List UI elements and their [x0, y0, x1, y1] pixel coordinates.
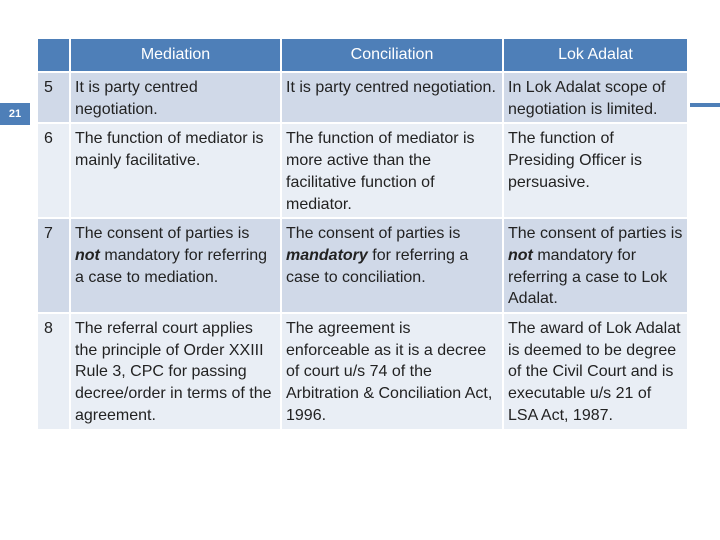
cell-mediation: [70, 313, 281, 430]
cell-text: The function of mediator is mainly facilitative.: [75, 130, 264, 170]
cell-mediation: [70, 218, 281, 313]
table-row: [37, 218, 688, 313]
header-corner: [37, 38, 70, 72]
cell-conciliation: [281, 218, 503, 313]
cell-text: In Lok Adalat scope of negotiation is limited.: [508, 79, 666, 118]
decorative-tab: [690, 103, 720, 107]
header-lok-adalat: Lok Adalat: [503, 38, 688, 72]
emphasis-text: mandatory: [286, 246, 368, 264]
cell-text: The consent of parties is: [75, 225, 250, 243]
cell-lok-adalat: [503, 218, 688, 313]
row-number: 8: [37, 313, 70, 430]
cell-text: The agreement is enforceable as it is a decree of court u/s 74 of the Arbitration & Conciliation Act, 1996.: [286, 320, 493, 424]
header-mediation: Mediation: [70, 38, 281, 72]
header-conciliation: Conciliation: [281, 38, 503, 72]
cell-text: The consent of parties is: [286, 225, 461, 243]
cell-text: It is party centred negotiation.: [75, 79, 198, 118]
slide-number: 21: [8, 108, 22, 120]
header-row: [37, 38, 688, 72]
cell-mediation: [70, 123, 281, 218]
cell-lok-adalat: [503, 72, 688, 123]
row-number: 7: [37, 218, 70, 313]
emphasis-text: not: [75, 246, 100, 264]
cell-text: The consent of parties is: [508, 225, 683, 243]
row-number: 5: [37, 72, 70, 123]
cell-mediation: [70, 72, 281, 123]
cell-lok-adalat: [503, 123, 688, 218]
row-number: 6: [37, 123, 70, 218]
cell-text: for referring a case to conciliation.: [286, 246, 469, 286]
cell-lok-adalat: [503, 313, 688, 430]
cell-text: The award of Lok Adalat is deemed to be degree of the Civil Court and is executable u/s 21 of LSA Act, 1987.: [508, 320, 681, 424]
cell-text: It is party centred negotiation.: [286, 79, 496, 96]
table-row: [37, 123, 688, 218]
table-row: [37, 313, 688, 430]
cell-text: The function of Presiding Officer is persuasive.: [508, 130, 642, 191]
cell-text: mandatory for referring a case to mediation.: [75, 246, 268, 286]
cell-text: The referral court applies the principle of Order XXIII Rule 3, CPC for passing decree/order in terms of the agreement.: [75, 320, 272, 424]
emphasis-text: not: [508, 246, 533, 264]
cell-text: The function of mediator is more active than the facilitative function of mediator.: [286, 130, 475, 213]
cell-conciliation: [281, 123, 503, 218]
cell-conciliation: [281, 72, 503, 123]
slide-number-badge: [0, 103, 30, 125]
comparison-table: [36, 37, 689, 431]
cell-text: mandatory for referring a case to Lok Adalat.: [508, 246, 668, 308]
table-row: [37, 72, 688, 123]
cell-conciliation: [281, 313, 503, 430]
